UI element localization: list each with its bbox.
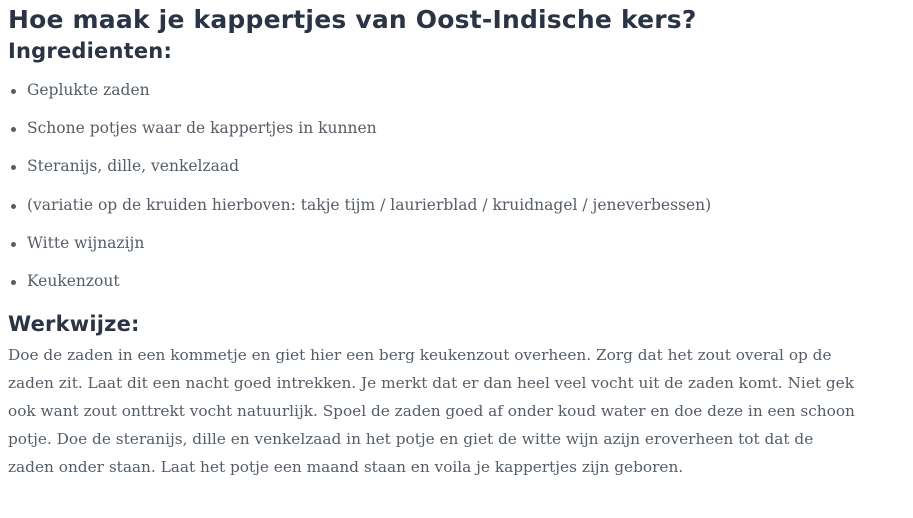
list-item — [8, 155, 898, 177]
list-item-text: Schone potjes waar de kappertjes in kunnen — [27, 119, 377, 138]
ingredients-heading: Ingredienten: — [8, 39, 173, 63]
bullet-icon — [11, 127, 16, 132]
bullet-icon — [11, 280, 16, 285]
list-item-text: Witte wijnazijn — [27, 233, 145, 252]
list-item-text: (variatie op de kruiden hierboven: takje tijm / laurierblad / kruidnagel / jeneverbessen) — [27, 195, 712, 214]
method-heading: Werkwijze: — [8, 311, 140, 336]
list-item-text: Steranijs, dille, venkelzaad — [27, 157, 240, 176]
list-item — [8, 270, 898, 292]
list-item-text: Keukenzout — [27, 271, 120, 290]
method-paragraph: Doe de zaden in een kommetje en giet hier een berg keukenzout overheen. Zorg dat het zout overal op de zaden zit. Laat dit een nacht goed intrekken. Je merkt dat er dan heel veel vocht uit de zaden komt. Niet gek ook want zout onttrekt vocht natuurlijk. Spoel de zaden goed af onder koud water en doe deze in een schoon potje. Doe de steranijs, dille en venkelzaad in het potje en giet de witte wijn azijn eroverheen tot dat de zaden onder staan. Laat het potje een maand staan en voila je kappertjes zijn geboren. — [8, 345, 855, 476]
list-item-text: Geplukte zaden — [27, 81, 150, 99]
list-item — [8, 232, 898, 254]
list-item — [8, 79, 898, 101]
article — [8, 0, 898, 481]
list-item — [8, 117, 898, 139]
bullet-icon — [11, 165, 16, 170]
page-title: Hoe maak je kappertjes van Oost-Indische kers? — [8, 5, 697, 34]
bullet-icon — [11, 242, 16, 247]
ingredients-list — [8, 79, 898, 292]
bullet-icon — [11, 204, 16, 209]
bullet-icon — [11, 89, 16, 94]
list-item — [8, 194, 898, 216]
